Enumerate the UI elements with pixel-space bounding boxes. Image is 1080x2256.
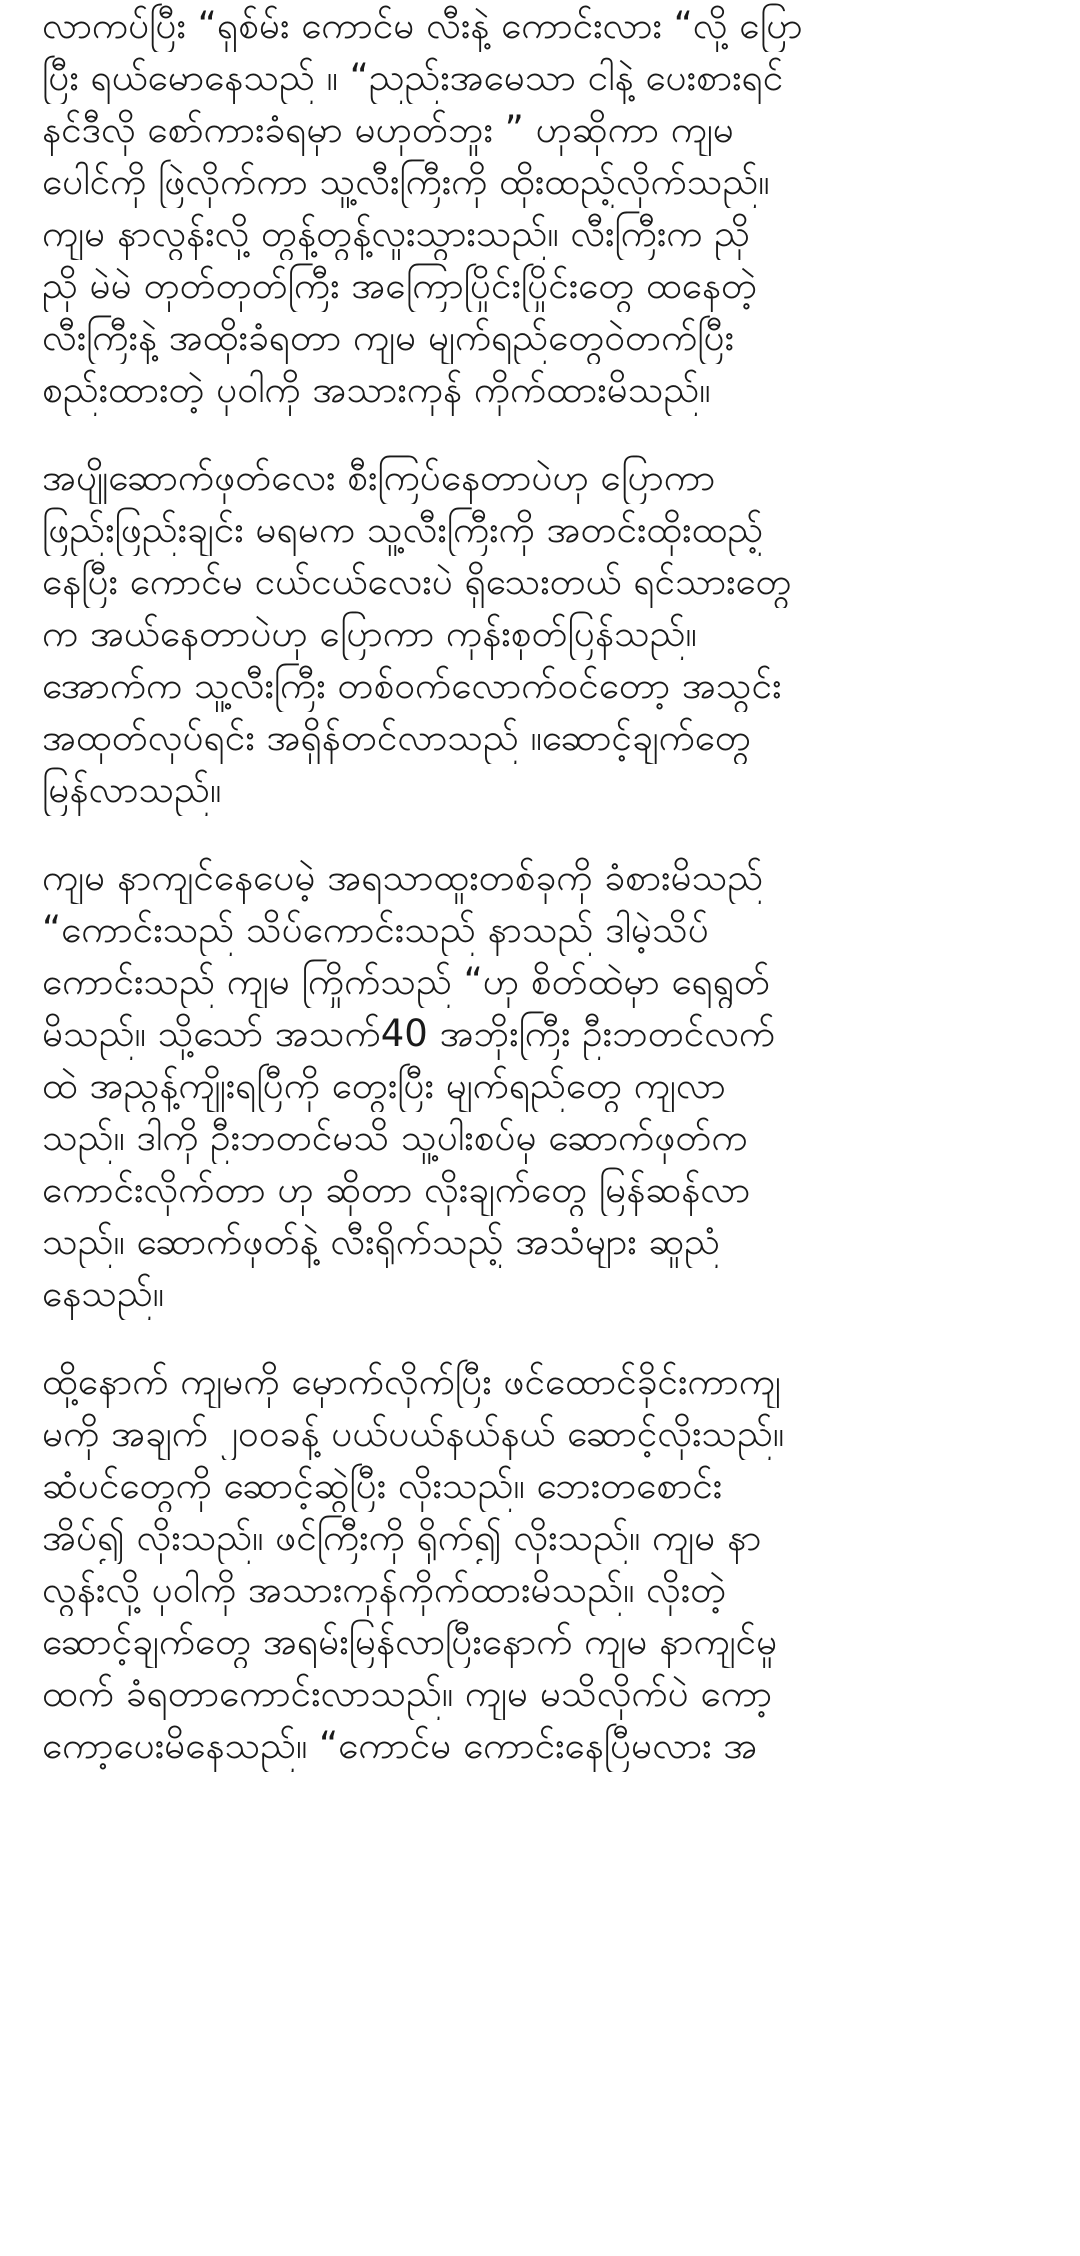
text-line: ထို့နောက် ကျမကို မှောက်လိုက်ပြီး ဖင်ထောင်ခိုင်းကာကျ <box>42 1360 781 1403</box>
text-line: ပြီး ရယ်မောနေသည် ။ “ညည်းအမေသာ ငါနဲ့ ပေးစားရင် <box>42 56 784 99</box>
text-line: ဖြည်းဖြည်းချင်း မရမက သူ့လီးကြီးကို အတင်းထိုးထည့် <box>42 508 764 551</box>
text-line: နင်ဒီလို စော်ကားခံရမှာ မဟုတ်ဘူး ” ဟုဆိုကာ ကျမ <box>42 108 734 151</box>
text-line: မကို အချက် ၂၀၀ခန့် ပယ်ပယ်နယ်နယ် ဆောင့်လိုးသည်။ <box>42 1412 785 1455</box>
text-line: အပျိုဆောက်ဖုတ်လေး စီးကြပ်နေတာပဲဟု ပြောကာ <box>42 456 716 499</box>
text-line: နေသည်။ <box>42 1272 164 1315</box>
paragraph-1 <box>42 0 1048 416</box>
text-line: ထက် ခံရတာကောင်းလာသည်။ ကျမ မသိလိုက်ပဲ ကော့ <box>42 1672 772 1715</box>
text-line: လီးကြီးနဲ့ အထိုးခံရတာ ကျမ မျက်ရည်တွေဝဲတက်ပြီး <box>42 316 734 359</box>
text-line: ကောင်းလိုက်တာ ဟု ဆိုတာ လိုးချက်တွေ မြန်ဆန်လာ <box>42 1168 751 1211</box>
text-line: ဆံပင်တွေကို ဆောင့်ဆွဲပြီး လိုးသည်။ ဘေးတစောင်း <box>42 1464 723 1507</box>
text-line: ကော့ပေးမိနေသည်။ “ကောင်မ ကောင်းနေပြီမလား အ <box>42 1724 758 1767</box>
text-line: “ကောင်းသည် သိပ်ကောင်းသည် နာသည် ဒါမဲ့သိပ် <box>42 908 709 951</box>
text-line: အထုတ်လုပ်ရင်း အရှိန်တင်လာသည် ။ဆောင့်ချက်တွေ <box>42 716 751 759</box>
text-line: အိပ်၍ လိုးသည်။ ဖင်ကြီးကို ရိုက်၍ လိုးသည်။ ကျမ နာ <box>42 1516 762 1559</box>
text-line: ကျမ နာလွန်းလို့ တွန့်တွန့်လူးသွားသည်။ လီးကြီးက ညို <box>42 212 750 255</box>
text-line: ထဲ အညွန့်ကျိုးရပြီကို တွေးပြီး မျက်ရည်တွေ ကျလာ <box>42 1064 726 1107</box>
text-line: ကောင်းသည် ကျမ ကြိုက်သည် “ဟု စိတ်ထဲမှာ ရေရွတ် <box>42 960 771 1003</box>
text-line: က အယ်နေတာပဲဟု ပြောကာ ကုန်းစုတ်ပြန်သည်။ <box>42 612 697 655</box>
text-line: မြန်လာသည်။ <box>42 768 222 811</box>
text-line: ကျမ နာကျင်နေပေမဲ့ အရသာထူးတစ်ခုကို ခံစားမိသည် <box>42 856 764 899</box>
paragraph-4 <box>42 1356 1048 1772</box>
text-line: နေပြီး ကောင်မ ငယ်ငယ်လေးပဲ ရှိသေးတယ် ရင်သားတွေ <box>42 560 792 603</box>
text-line: ပေါင်ကို ဖြဲလိုက်ကာ သူ့လီးကြီးကို ထိုးထည့်လိုက်သည်။ <box>42 160 770 203</box>
paragraph-2 <box>42 452 1048 816</box>
text-line: မိသည်။ သို့သော် အသက်40 အဘိုးကြီး ဦးဘတင်လက် <box>42 1012 776 1055</box>
text-line: ညို မဲမဲ တုတ်တုတ်ကြီး အကြောပြိုင်းပြိုင်းတွေ ထနေတဲ့ <box>42 264 758 307</box>
paragraph-3 <box>42 852 1048 1320</box>
text-line: အောက်က သူ့လီးကြီး တစ်ဝက်လောက်ဝင်တော့ အသွင်း <box>42 664 782 707</box>
text-line: သည်။ ဆောက်ဖုတ်နဲ့ လီးရိုက်သည့် အသံများ ဆူညံ <box>42 1220 720 1263</box>
text-line: သည်။ ဒါကို ဦးဘတင်မသိ သူ့ပါးစပ်မှ ဆောက်ဖုတ်က <box>42 1116 748 1159</box>
text-line: ဆောင့်ချက်တွေ အရမ်းမြန်လာပြီးနောက် ကျမ နာကျင်မှု <box>42 1620 778 1663</box>
text-line: စည်းထားတဲ့ ပုဝါကို အသားကုန် ကိုက်ထားမိသည်။ <box>42 368 711 411</box>
text-line: လာကပ်ပြီး “ရှစ်မ်း ကောင်မ လီးနဲ့ ကောင်းလား “လို့ ပြော <box>42 4 803 47</box>
text-line: လွန်းလို့ ပုဝါကို အသားကုန်ကိုက်ထားမိသည်။ လိုးတဲ့ <box>42 1568 727 1611</box>
